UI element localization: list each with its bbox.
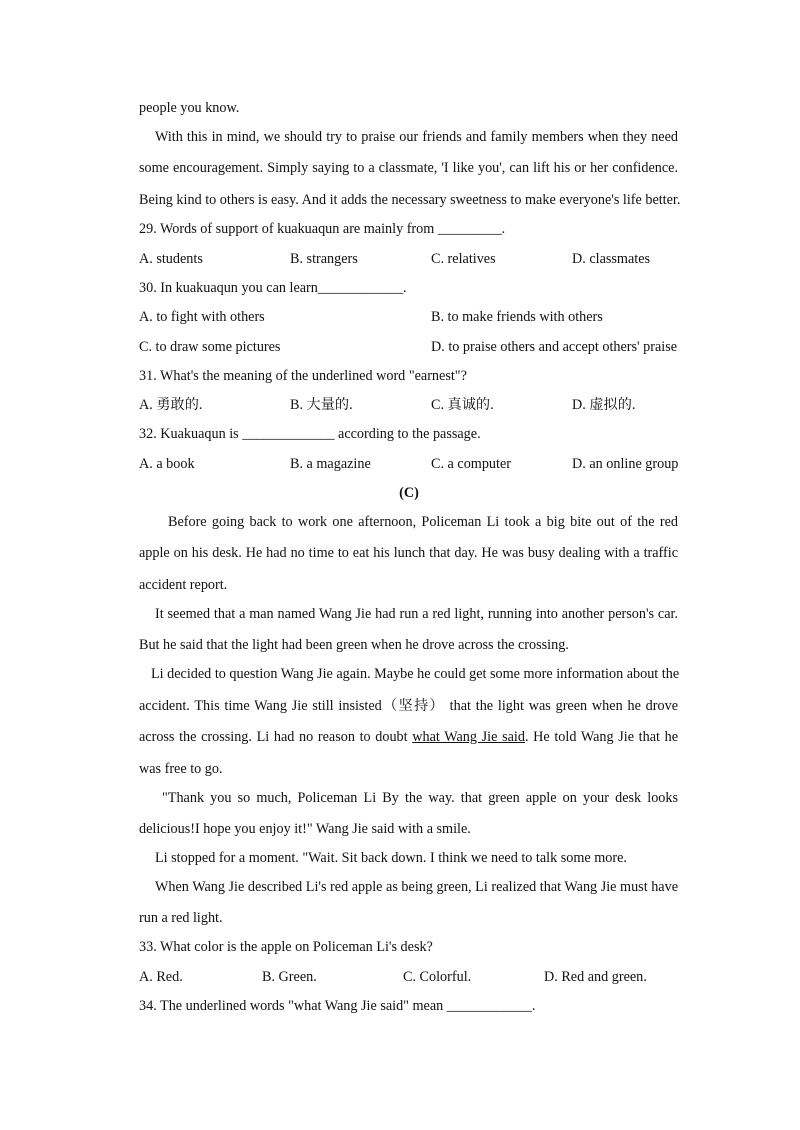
q32-option-c: C. a computer: [431, 456, 511, 472]
passage-b-line: Being kind to others is easy. And it adds the necessary sweetness to make everyone's life better.: [139, 192, 681, 208]
passage-b-line: people you know.: [139, 100, 240, 116]
q30-option-a: A. to fight with others: [139, 309, 265, 325]
passage-b-line: some encouragement. Simply saying to a classmate, 'I like you', can lift his or her confidence.: [139, 160, 678, 176]
passage-c-text: across the crossing. Li had no reason to doubt: [139, 729, 413, 745]
q29-option-d: D. classmates: [572, 251, 651, 267]
q32-option-d: D. an online group: [572, 456, 679, 472]
passage-c-line: accident. This time Wang Jie still insisted（坚持） that the light was green when he drove: [139, 698, 678, 714]
passage-c-line: Li stopped for a moment. "Wait. Sit back down. I think we need to talk some more.: [155, 850, 627, 866]
passage-c-line: "Thank you so much, Policeman Li By the way. that green apple on your desk looks: [162, 790, 678, 806]
q32-blank: _____________: [242, 426, 335, 442]
question-34-stem: 34. The underlined words "what Wang Jie said" mean ____________.: [139, 998, 536, 1014]
passage-c-line: When Wang Jie described Li's red apple as being green, Li realized that Wang Jie must have: [155, 879, 678, 895]
underlined-phrase: what Wang Jie said: [412, 729, 525, 745]
q29-option-b: B. strangers: [290, 251, 358, 267]
q30-option-b: B. to make friends with others: [431, 309, 603, 325]
q29-option-c: C. relatives: [431, 251, 496, 267]
q30-option-d: D. to praise others and accept others' praise: [431, 339, 678, 355]
q32-stem-before: 32. Kuakuaqun is: [139, 426, 243, 442]
passage-c-line: But he said that the light had been green when he drove across the crossing.: [139, 637, 569, 653]
section-heading: (C): [399, 485, 419, 501]
question-33-stem: 33. What color is the apple on Policeman Li's desk?: [139, 939, 433, 955]
q32-option-a: A. a book: [139, 456, 195, 472]
passage-c-line: It seemed that a man named Wang Jie had run a red light, running into another person's car.: [155, 606, 678, 622]
q29-option-a: A. students: [139, 251, 203, 267]
q33-option-c: C. Colorful.: [403, 969, 472, 985]
passage-c-line: Li decided to question Wang Jie again. Maybe he could get some more information about the: [151, 666, 680, 682]
question-31-stem: 31. What's the meaning of the underlined word "earnest"?: [139, 368, 467, 384]
passage-c-line: apple on his desk. He had no time to eat his lunch that day. He was busy dealing with a traffic: [139, 545, 678, 561]
passage-c-line: [139, 728, 678, 746]
q31-option-c: C. 真诚的.: [431, 397, 494, 413]
q31-option-d: D. 虚拟的.: [572, 397, 636, 413]
q33-option-d: D. Red and green.: [544, 969, 647, 985]
passage-c-line: accident report.: [139, 577, 228, 593]
q31-option-a: A. 勇敢的.: [139, 397, 203, 413]
q32-stem-after: according to the passage.: [334, 426, 481, 442]
q31-option-b: B. 大量的.: [290, 397, 353, 413]
q33-option-b: B. Green.: [262, 969, 317, 985]
question-29-stem: 29. Words of support of kuakuaqun are mainly from _________.: [139, 221, 506, 237]
passage-c-text: . He told Wang Jie that he: [524, 729, 678, 745]
passage-b-line: With this in mind, we should try to praise our friends and family members when they need: [155, 129, 678, 145]
question-32-stem: [139, 425, 678, 443]
question-30-stem: 30. In kuakuaqun you can learn____________.: [139, 280, 407, 296]
passage-c-line: was free to go.: [139, 761, 223, 777]
passage-c-line: Before going back to work one afternoon, Policeman Li took a big bite out of the red: [168, 514, 678, 530]
q30-option-c: C. to draw some pictures: [139, 339, 281, 355]
q33-option-a: A. Red.: [139, 969, 183, 985]
q32-option-b: B. a magazine: [290, 456, 371, 472]
passage-c-line: delicious!I hope you enjoy it!" Wang Jie said with a smile.: [139, 821, 471, 837]
passage-c-line: run a red light.: [139, 910, 223, 926]
